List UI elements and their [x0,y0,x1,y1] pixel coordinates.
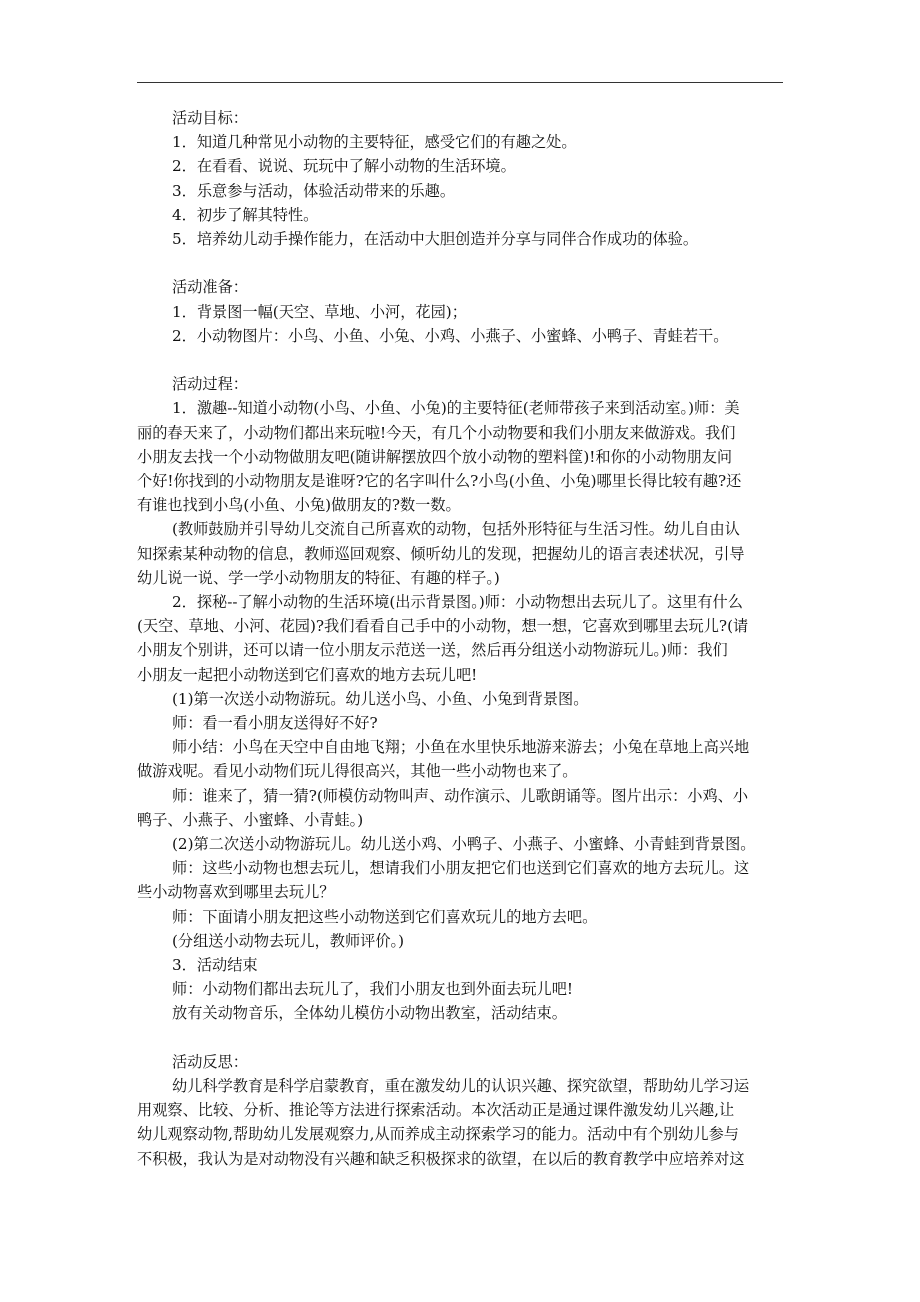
paragraph-line: 鸭子、小燕子、小蜜蜂、小青蛙。) [137,810,364,829]
paragraph-line: 小朋友个别讲，还可以请一位小朋友示范送一送，然后再分组送小动物游玩儿。)师：我们 [137,641,728,660]
paragraph-line: 用观察、比较、分析、推论等方法进行探索活动。本次活动正是通过课件激发幼儿兴趣,让 [137,1101,735,1120]
paragraph-line: 师小结：小鸟在天空中自由地飞翔；小鱼在水里快乐地游来游去；小兔在草地上高兴地 [172,738,750,757]
paragraph-line: (教师鼓励并引导幼儿交流自己所喜欢的动物，包括外形特征与生活习性。幼儿自由认 [172,520,740,539]
paragraph-line: 不积极，我认为是对动物没有兴趣和缺乏积极探求的欲望，在以后的教育教学中应培养对这 [137,1149,745,1168]
section-heading: 活动反思： [172,1052,248,1071]
paragraph-line: 3．活动结束 [172,956,258,975]
paragraph-line: 师：这些小动物也想去玩儿，想请我们小朋友把它们也送到它们喜欢的地方去玩儿。这 [172,859,750,878]
paragraph-line: (分组送小动物去玩儿，教师评价。) [172,931,405,950]
paragraph-line: 个好!你找到的小动物朋友是谁呀?它的名字叫什么?小鸟(小鱼、小兔)哪里长得比较有趣?还 [137,472,742,491]
paragraph-line: 小朋友一起把小动物送到它们喜欢的地方去玩儿吧! [137,665,478,684]
section-heading: 活动目标： [172,109,248,127]
paragraph-line: 些小动物喜欢到哪里去玩儿？ [137,883,335,902]
section-goals [137,106,787,251]
paragraph-line: 做游戏呢。看见小动物们玩儿得很高兴，其他一些小动物也来了。 [137,762,578,781]
section-heading: 活动准备： [172,278,248,297]
paragraph-line: 幼儿观察动物,帮助幼儿发展观察力,从而养成主动探索学习的能力。活动中有个别幼儿参与 [137,1125,739,1144]
paragraph-line: (天空、草地、小河、花园)?我们看看自己手中的小动物，想一想，它喜欢到哪里去玩儿?(请 [137,617,749,636]
paragraph-line: 放有关动物音乐，全体幼儿模仿小动物出教室，活动结束。 [172,1004,567,1023]
top-horizontal-rule [137,82,783,83]
section-process [137,372,787,1025]
paragraph-line: 小朋友去找一个小动物做朋友吧(随讲解摆放四个放小动物的塑料筐)!和你的小动物朋友问 [137,447,733,466]
list-item: 2．小动物图片：小鸟、小鱼、小兔、小鸡、小燕子、小蜜蜂、小鸭子、青蛙若干。 [172,326,729,345]
list-item: 2．在看看、说说、玩玩中了解小动物的生活环境。 [172,157,516,176]
paragraph-line: (2)第二次送小动物游玩儿。幼儿送小鸡、小鸭子、小燕子、小蜜蜂、小青蛙到背景图。 [172,835,756,854]
list-item: 1．知道几种常见小动物的主要特征，感受它们的有趣之处。 [172,133,577,152]
list-item: 5．培养幼儿动手操作能力，在活动中大胆创造并分享与同伴合作成功的体验。 [172,230,699,249]
paragraph-line: 知探索某种动物的信息，教师巡回观察、倾听幼儿的发现，把握幼儿的语言表述状况，引导 [137,544,745,563]
paragraph-line: 1．激趣--知道小动物(小鸟、小鱼、小兔)的主要特征(老师带孩子来到活动室。)师：美 [172,399,740,418]
document-body [137,106,787,1195]
paragraph-line: 师：小动物们都出去玩儿了，我们小朋友也到外面去玩儿吧! [172,980,573,999]
paragraph-line: 丽的春天来了，小动物们都出来玩啦!今天，有几个小动物要和我们小朋友来做游戏。我们 [137,423,736,442]
paragraph-line: (1)第一次送小动物游玩。幼儿送小鸟、小鱼、小兔到背景图。 [172,689,589,708]
section-preparation [137,275,787,348]
paragraph-line: 师：看一看小朋友送得好不好? [172,714,378,733]
list-item: 4．初步了解其特性。 [172,205,319,224]
list-item: 3．乐意参与活动，体验活动带来的乐趣。 [172,181,456,200]
paragraph-line: 2．探秘--了解小动物的生活环境(出示背景图。)师：小动物想出去玩儿了。这里有什么 [172,593,743,612]
paragraph-line: 幼儿说一说、学一学小动物朋友的特征、有趣的样子。) [137,568,500,587]
list-item: 1．背景图一幅(天空、草地、小河，花园)； [172,302,467,321]
section-heading: 活动过程： [172,375,248,394]
paragraph-line: 师：谁来了，猜一猜?(师模仿动物叫声、动作演示、儿歌朗诵等。图片出示：小鸡、小 [172,786,749,805]
paragraph-line: 幼儿科学教育是科学启蒙教育，重在激发幼儿的认识兴趣、探究欲望，帮助幼儿学习运 [172,1077,750,1096]
section-reflection [137,1050,787,1171]
paragraph-line: 有谁也找到小鸟(小鱼、小兔)做朋友的?数一数。 [137,496,461,515]
paragraph-line: 师：下面请小朋友把这些小动物送到它们喜欢玩儿的地方去吧。 [172,907,598,926]
